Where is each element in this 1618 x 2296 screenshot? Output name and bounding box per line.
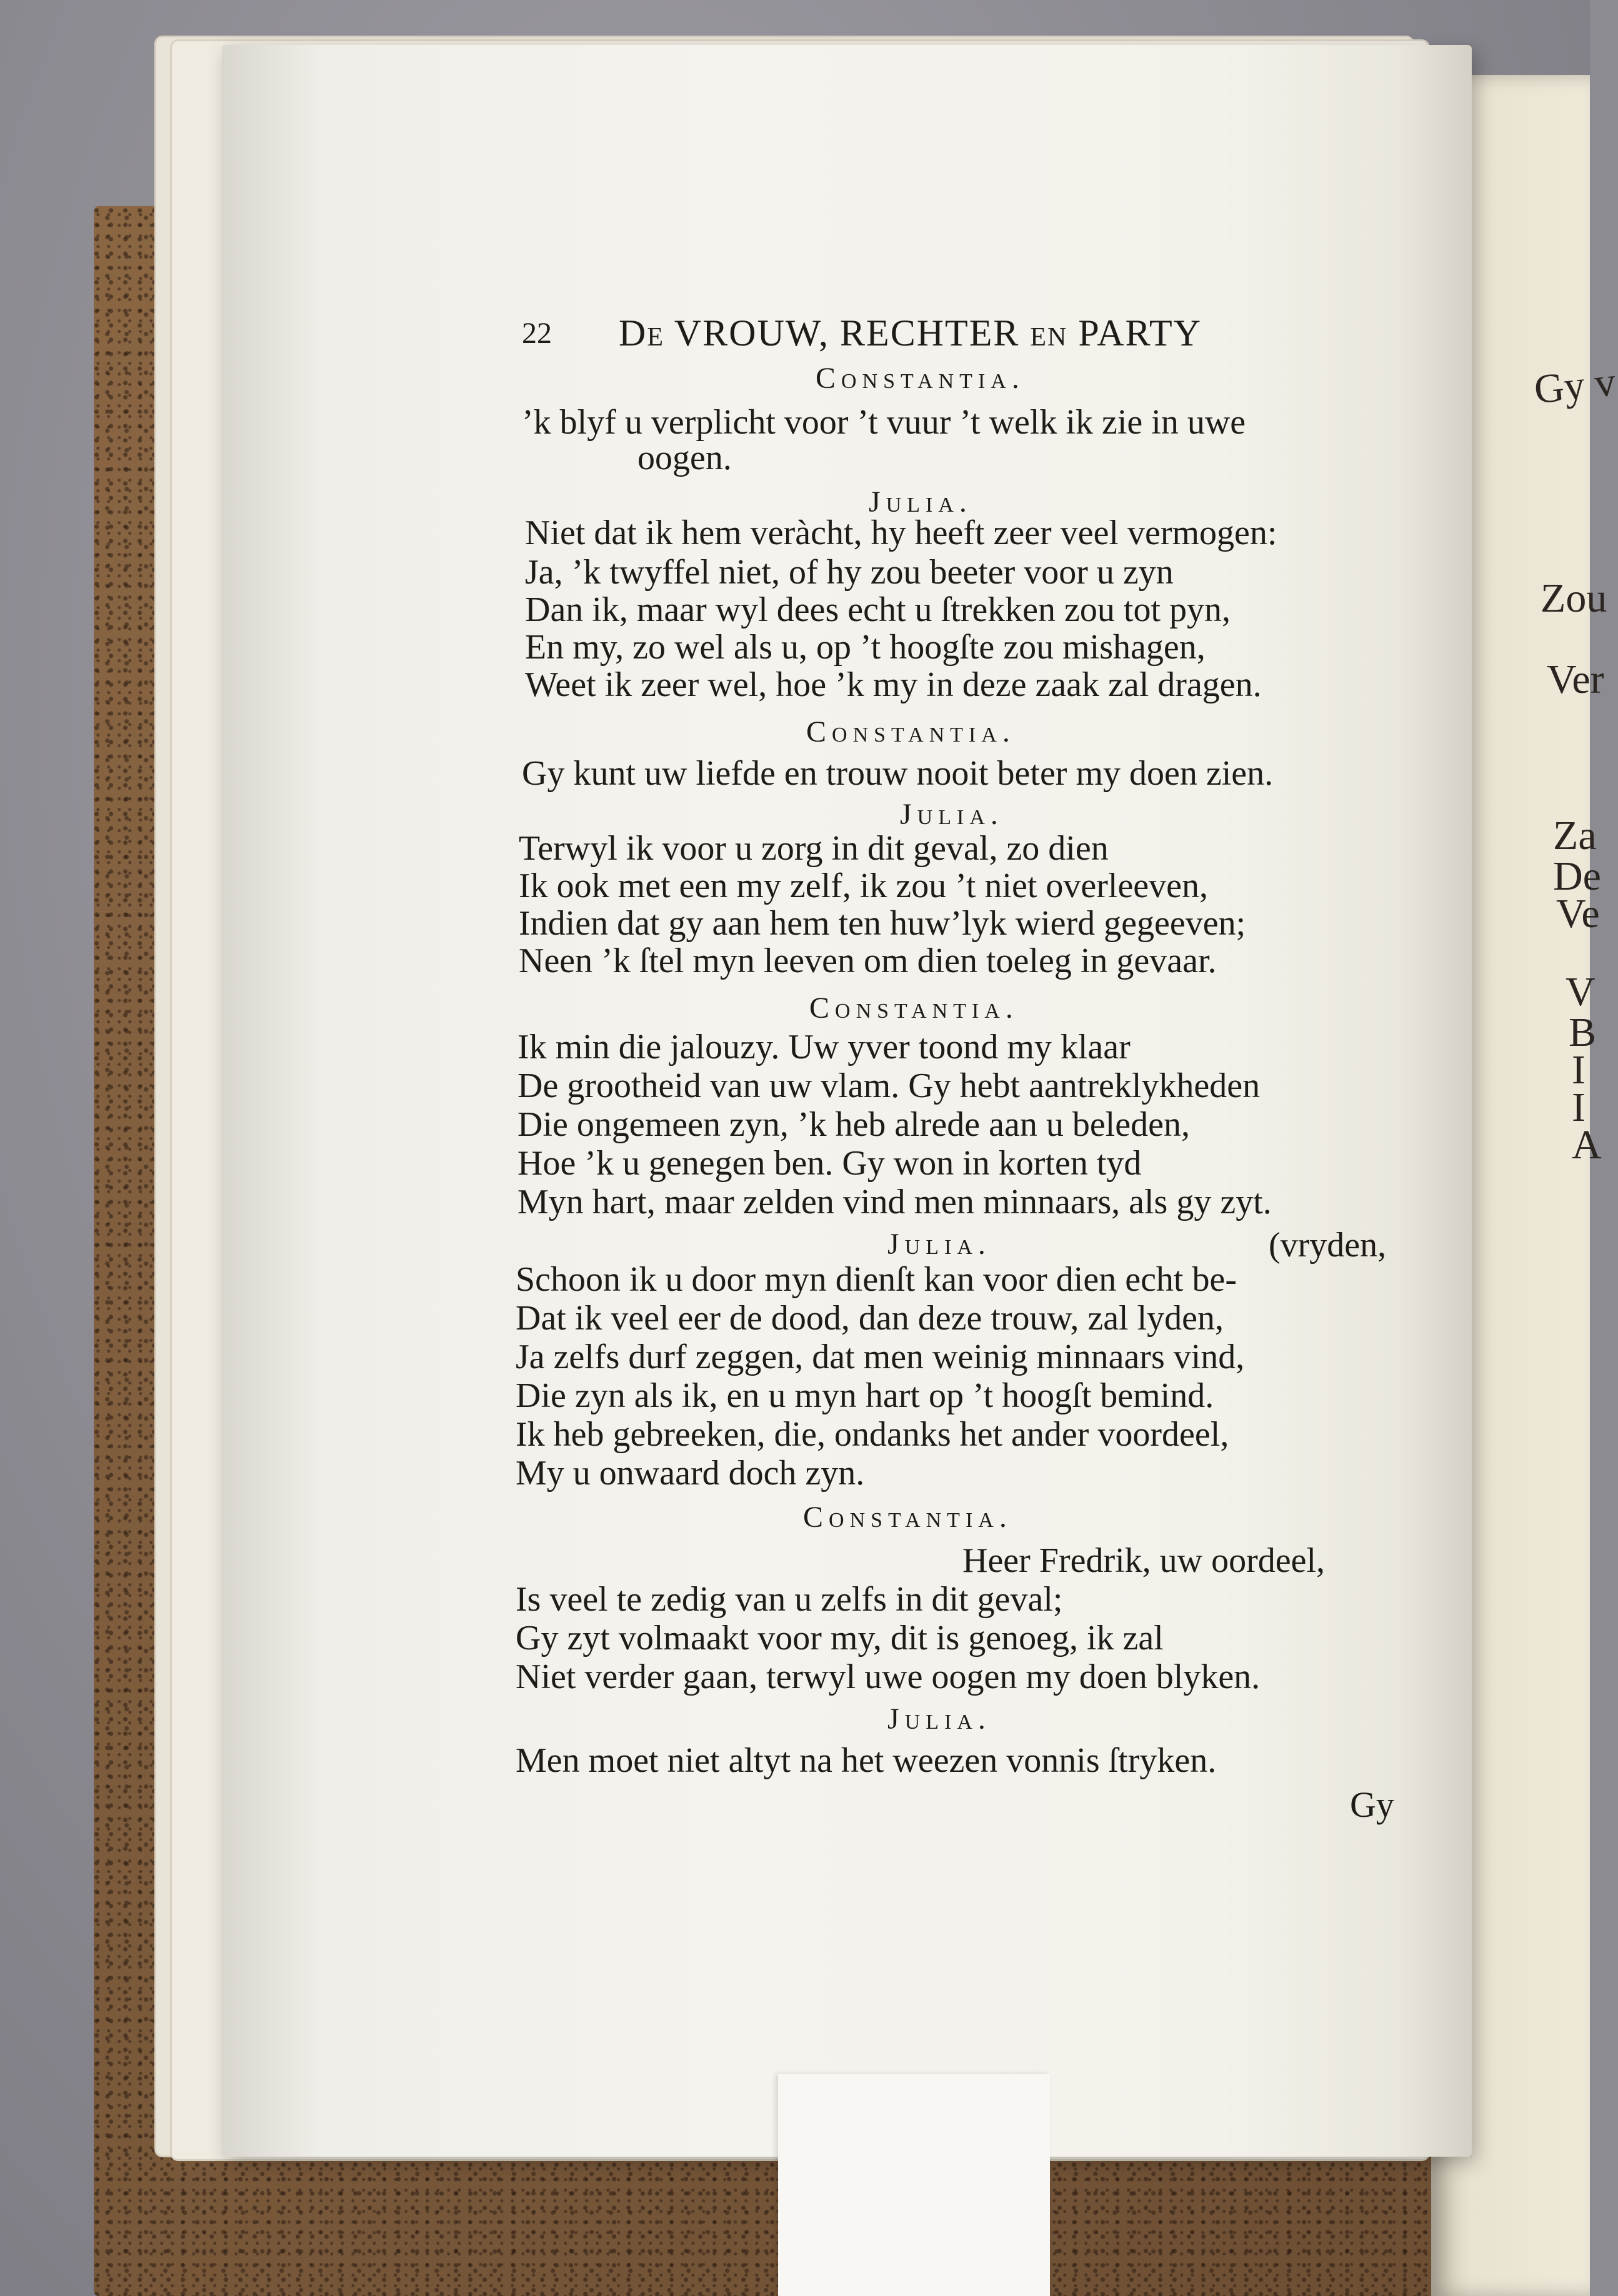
speaker-name: Julia. bbox=[900, 798, 1004, 831]
facing-page-fragment: B bbox=[1569, 1010, 1597, 1055]
verse-line: Men moet niet altyt na het weezen vonnis ſtryken. bbox=[516, 1741, 1217, 1780]
verse-line: Ik ook met een my zelf, ik zou ’t niet overleeven, bbox=[519, 867, 1209, 905]
verse-line: Hoe ’k u genegen ben. Gy won in korten tyd bbox=[517, 1144, 1142, 1183]
facing-page-fragment: I bbox=[1572, 1047, 1586, 1093]
verse-line: Is veel te zedig van u zelfs in dit geval; bbox=[516, 1580, 1063, 1619]
verse-line: Gy zyt volmaakt voor my, dit is genoeg, ik zal bbox=[516, 1619, 1164, 1657]
verse-line: Niet verder gaan, terwyl uwe oogen my doen blyken. bbox=[516, 1657, 1261, 1696]
verse-line: Neen ’k ſtel myn leeven om dien toeleg in gevaar. bbox=[519, 942, 1217, 980]
running-head: De VROUW, RECHTER en PARTY bbox=[619, 312, 1202, 354]
speaker-name: Julia. bbox=[887, 1228, 991, 1261]
verse-line: Dan ik, maar wyl dees echt u ſtrekken zou tot pyn, bbox=[525, 590, 1231, 629]
facing-page-fragment: V bbox=[1566, 969, 1596, 1015]
facing-page-fragment: Ver bbox=[1547, 657, 1604, 702]
verse-line: Dat ik veel eer de dood, dan deze trouw, zal lyden, bbox=[516, 1299, 1224, 1338]
facing-page-fragment: Za bbox=[1553, 813, 1597, 858]
catchword: Gy bbox=[1350, 1784, 1394, 1825]
verse-line: Die zyn als ik, en u myn hart op ’t hoogſt bemind. bbox=[516, 1376, 1214, 1415]
verse-line: En my, zo wel als u, op ’t hoogſte zou mishagen, bbox=[525, 628, 1206, 667]
verse-line: Ik heb gebreeken, die, ondanks het ander voordeel, bbox=[516, 1415, 1229, 1454]
facing-page-fragment: I bbox=[1572, 1085, 1586, 1130]
verse-line: Ja, ’k twyffel niet, of hy zou beeter voor u zyn bbox=[525, 553, 1174, 592]
verse-line: (vryden, bbox=[1269, 1226, 1387, 1265]
facing-page-fragment: Zou bbox=[1541, 575, 1607, 621]
verse-line: Terwyl ik voor u zorg in dit geval, zo dien bbox=[519, 829, 1109, 868]
verse-line: Die ongemeen zyn, ’k heb alrede aan u beleden, bbox=[517, 1105, 1190, 1144]
facing-page-fragment: A bbox=[1572, 1122, 1602, 1168]
speaker-name: Julia. bbox=[869, 485, 972, 519]
speaker-name: Julia. bbox=[887, 1702, 991, 1736]
verse-line: Gy kunt uw liefde en trouw nooit beter my doen zien. bbox=[522, 754, 1274, 793]
speaker-name: Constantia. bbox=[816, 362, 1025, 395]
verse-line: Heer Fredrik, uw oordeel, bbox=[962, 1541, 1326, 1580]
verse-line: oogen. bbox=[637, 439, 732, 477]
speaker-name: Constantia. bbox=[803, 1501, 1012, 1534]
verse-line: My u onwaard doch zyn. bbox=[516, 1454, 865, 1493]
verse-line: De grootheid van uw vlam. Gy hebt aantreklykheden bbox=[517, 1066, 1261, 1105]
page-number: 22 bbox=[522, 317, 552, 350]
facing-page-fragment: Ve bbox=[1556, 891, 1600, 937]
verse-line: ’k blyf u verplicht voor ’t vuur ’t welk ik zie in uwe bbox=[522, 403, 1246, 442]
speaker-name: Constantia. bbox=[806, 715, 1016, 748]
verse-line: Niet dat ik hem veràcht, hy heeft zeer veel vermogen: bbox=[525, 514, 1277, 552]
facing-page-fragment: Gy v bbox=[1532, 359, 1618, 413]
verse-line: Ja zelfs durf zeggen, dat men weinig minnaars vind, bbox=[516, 1338, 1245, 1376]
verse-line: Indien dat gy aan hem ten huw’lyk wierd gegeeven; bbox=[519, 904, 1246, 943]
speaker-name: Constantia. bbox=[809, 991, 1019, 1025]
facing-page-fragment: De bbox=[1553, 853, 1601, 899]
verse-line: Weet ik zeer wel, hoe ’k my in deze zaak zal dragen. bbox=[525, 665, 1262, 704]
verse-line: Ik min die jalouzy. Uw yver toond my klaar bbox=[517, 1028, 1131, 1066]
verse-line: Schoon ik u door myn dienſt kan voor dien echt be- bbox=[516, 1260, 1237, 1299]
verse-line: Myn hart, maar zelden vind men minnaars, als gy zyt. bbox=[517, 1183, 1272, 1221]
